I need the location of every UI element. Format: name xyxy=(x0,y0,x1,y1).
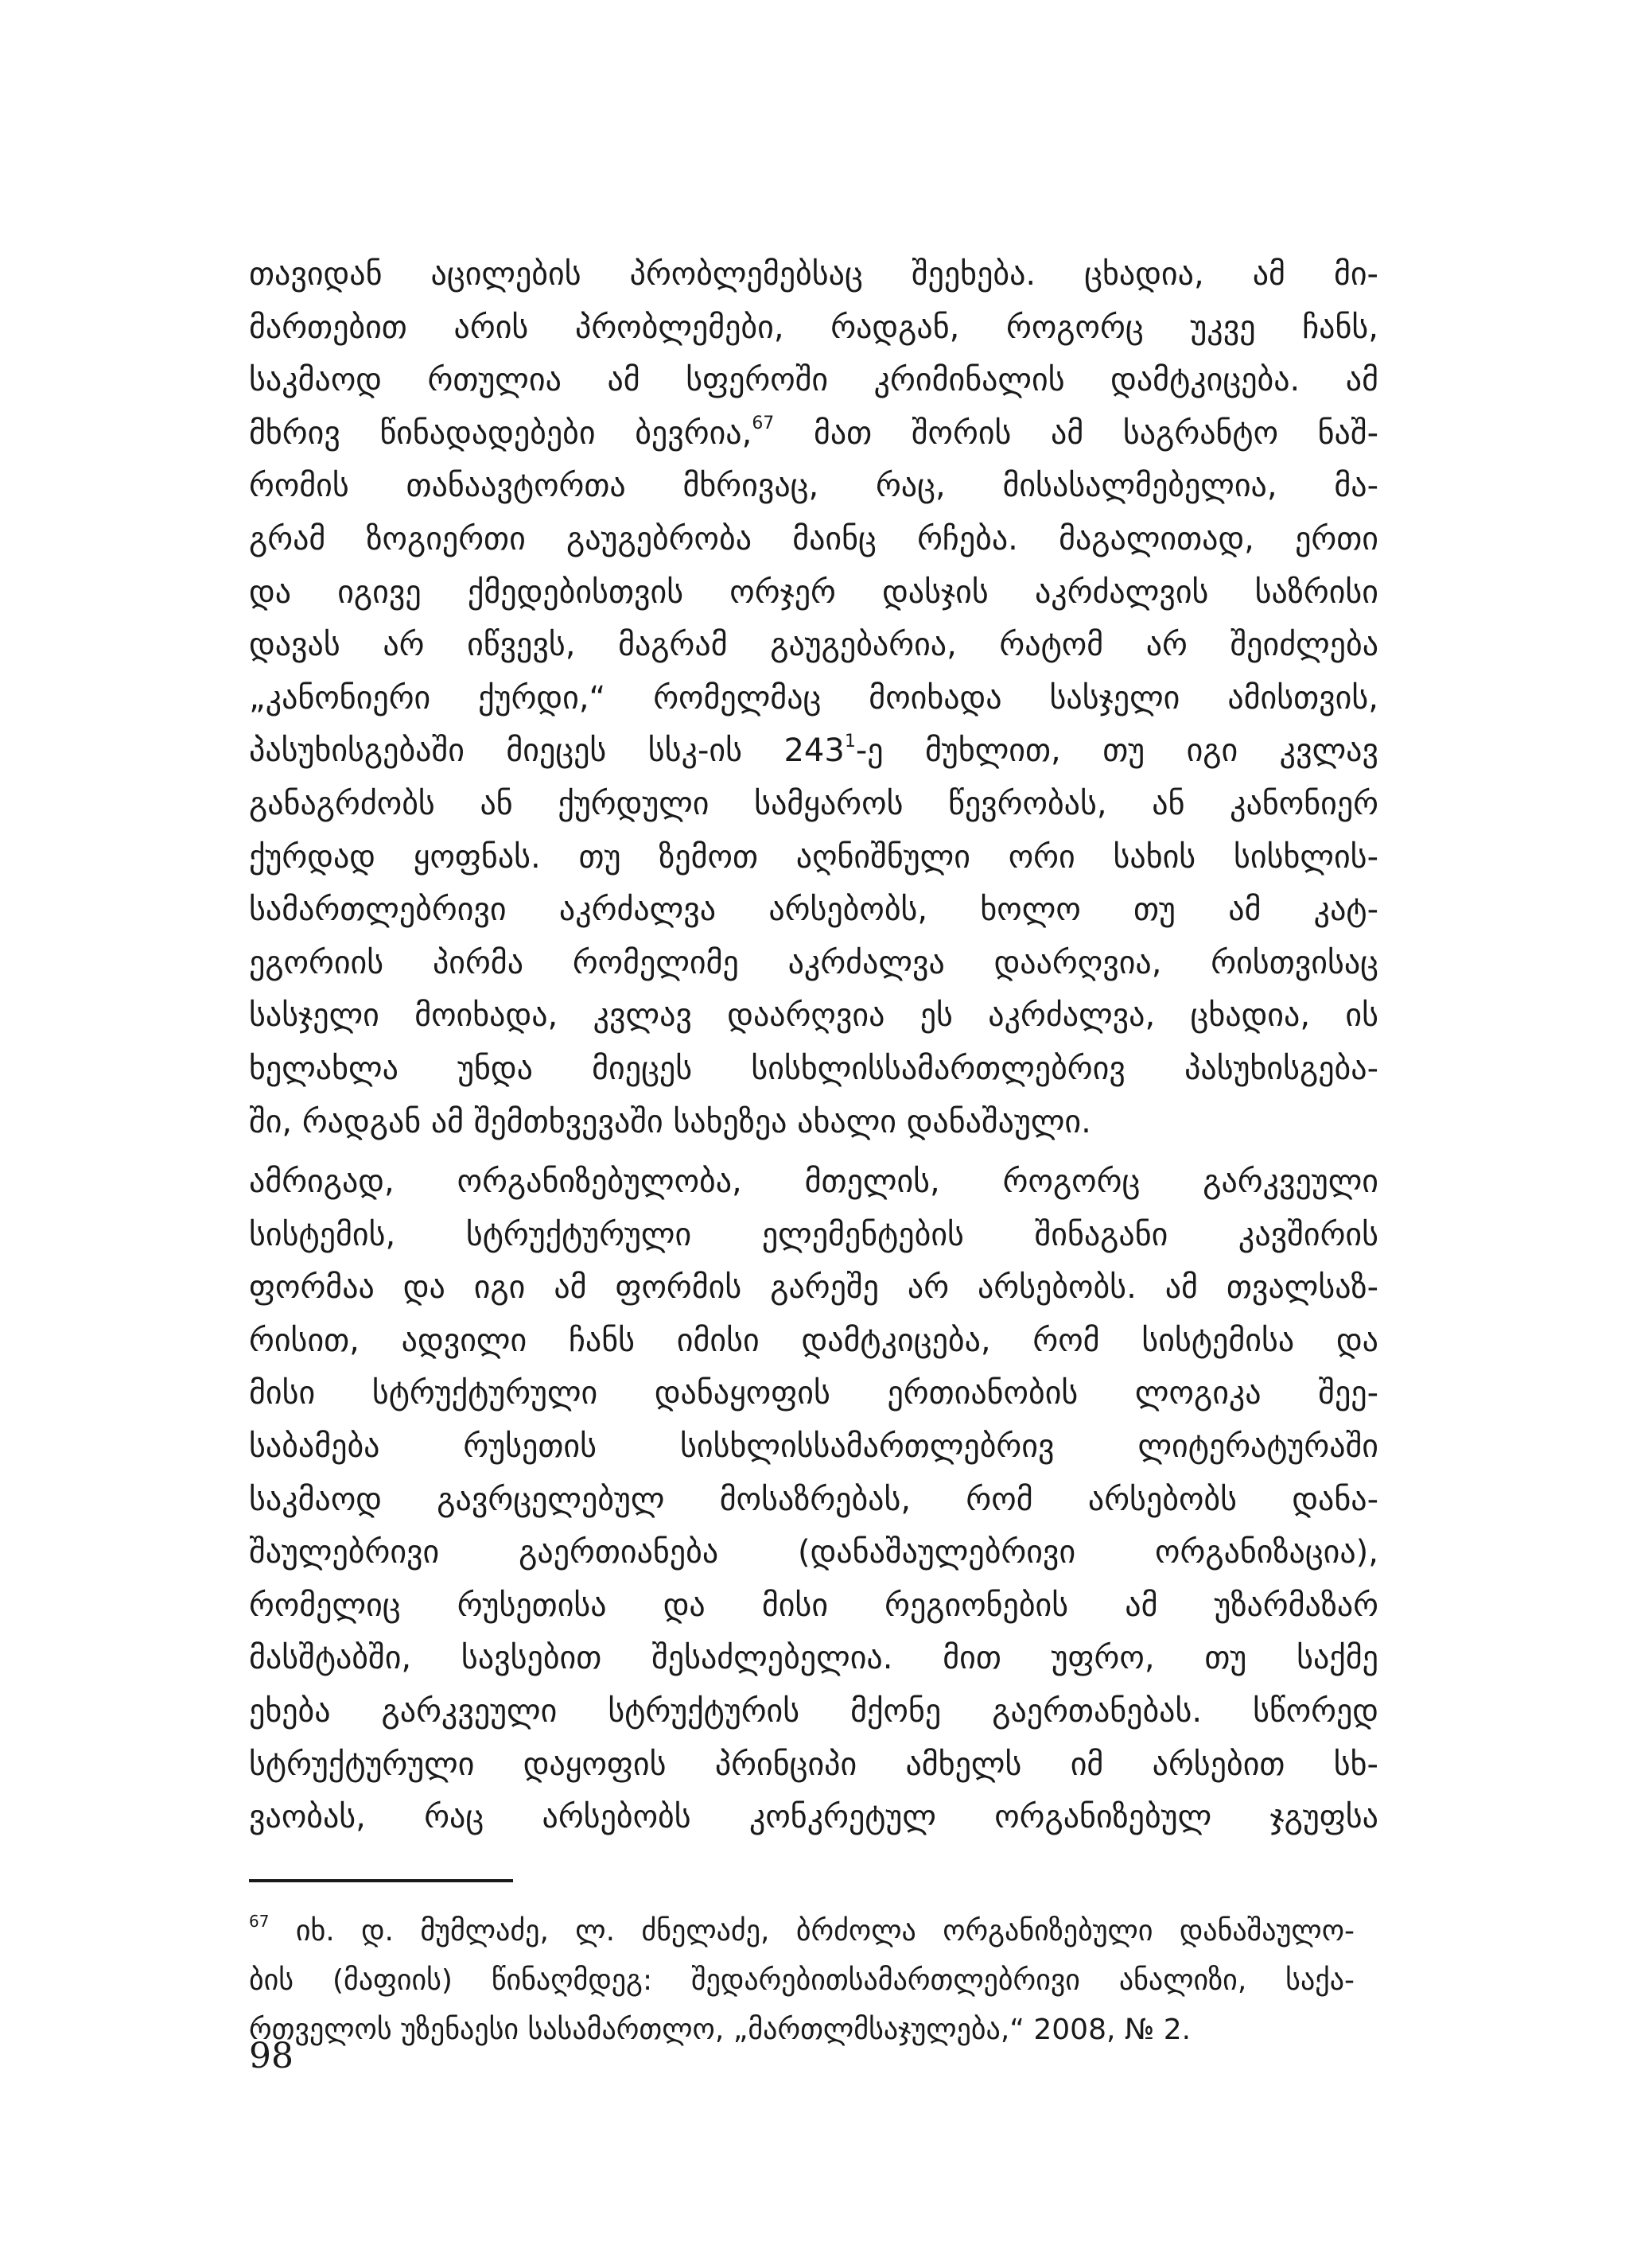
text-line: და იგივე ქმედებისთვის ორჯერ დასჯის აკრძალვის საზრისი xyxy=(249,573,1378,611)
text-line: მისი სტრუქტურული დანაყოფის ერთიანობის ლოგიკა შეე- xyxy=(249,1375,1378,1412)
body-paragraph-2 xyxy=(249,1155,1378,1844)
footnote-line: ბის (მაფიის) წინაღმდეგ: შედარებითსამართლებრივი ანალიზი, საქა- xyxy=(249,1964,1355,1997)
text-line: სტრუქტურული დაყოფის პრინციპი ამხელს იმ არსებით სხ- xyxy=(249,1746,1378,1783)
body-paragraph-1 xyxy=(249,248,1378,1148)
footnote-marker: 67 xyxy=(249,1912,270,1931)
footnote-separator xyxy=(249,1879,513,1882)
text-line: საკმაოდ გავრცელებულ მოსაზრებას, რომ არსებობს დანა- xyxy=(249,1481,1378,1518)
text-line: მართებით არის პრობლემები, რადგან, როგორც უკვე ჩანს, xyxy=(249,309,1378,346)
text-line-with-footnote-ref xyxy=(249,407,1378,460)
text-line: განაგრძობს ან ქურდული სამყაროს წევრობას, ან კანონიერ xyxy=(249,785,1378,822)
text-line: ამრიგად, ორგანიზებულობა, მთელის, როგორც გარკვეული xyxy=(249,1163,1378,1200)
text-line: გრამ ზოგიერთი გაუგებრობა მაინც რჩება. მაგალითად, ერთი xyxy=(249,520,1378,557)
text-line: დავას არ იწვევს, მაგრამ გაუგებარია, რატომ არ შეიძლება xyxy=(249,627,1378,664)
text-line: ქურდად ყოფნას. თუ ზემოთ აღნიშნული ორი სახის სისხლის- xyxy=(249,838,1378,876)
text-segment: მათ შორის ამ საგრანტო ნაშ- xyxy=(774,414,1378,452)
text-line: ვაობას, რაც არსებობს კონკრეტულ ორგანიზებულ ჯგუფსა xyxy=(249,1799,1378,1836)
text-line: რისით, ადვილი ჩანს იმისი დამტკიცება, რომ სისტემისა და xyxy=(249,1322,1378,1359)
text-line: სამართლებრივი აკრძალვა არსებობს, ხოლო თუ ამ კატ- xyxy=(249,891,1378,929)
page-number: 98 xyxy=(249,2036,294,2076)
text-line: რომელიც რუსეთისა და მისი რეგიონების ამ უზარმაზარ xyxy=(249,1586,1378,1624)
text-line: ეხება გარკვეული სტრუქტურის მქონე გაერთანებას. სწორედ xyxy=(249,1692,1378,1730)
text-line: საკმაოდ რთულია ამ სფეროში კრიმინალის დამტკიცება. ამ xyxy=(249,362,1378,399)
text-line: „კანონიერი ქურდი,“ რომელმაც მოიხადა სასჯელი ამისთვის, xyxy=(249,679,1378,717)
text-line: მასშტაბში, სავსებით შესაძლებელია. მით უფრო, თუ საქმე xyxy=(249,1640,1378,1677)
footnote-line xyxy=(249,1907,1355,1956)
text-line: რომის თანაავტორთა მხრივაც, რაც, მისასალმებელია, მა- xyxy=(249,468,1378,505)
text-line: ეგორიის პირმა რომელიმე აკრძალვა დაარღვია, რისთვისაც xyxy=(249,944,1378,981)
text-segment: -ე მუხლით, თუ იგი კვლავ xyxy=(855,732,1378,770)
text-line: სისტემის, სტრუქტურული ელემენტების შინაგანი კავშირის xyxy=(249,1216,1378,1253)
text-segment: იხ. დ. მუმლაძე, ლ. ძნელაძე, ბრძოლა ორგანიზებული დანაშაულო- xyxy=(269,1915,1355,1948)
text-segment: მხრივ წინადადებები ბევრია, xyxy=(249,414,752,452)
text-line: საბამება რუსეთის სისხლისსამართლებრივ ლიტერატურაში xyxy=(249,1427,1378,1465)
text-line: ფორმაა და იგი ამ ფორმის გარეშე არ არსებობს. ამ თვალსაზ- xyxy=(249,1269,1378,1307)
text-line-with-superscript xyxy=(249,724,1378,778)
text-line: ში, რადგან ამ შემთხვევაში სახეზეა ახალი დანაშაული. xyxy=(249,1103,1091,1140)
footnote xyxy=(249,1907,1355,2055)
text-line: შაულებრივი გაერთიანება (დანაშაულებრივი ორგანიზაცია), xyxy=(249,1534,1378,1571)
footnote-reference: 67 xyxy=(752,414,775,434)
text-line: თავიდან აცილების პრობლემებსაც შეეხება. ცხადია, ამ მი- xyxy=(249,256,1378,293)
text-line: ხელახლა უნდა მიეცეს სისხლისსამართლებრივ პასუხისგება- xyxy=(249,1050,1378,1087)
footnote-line: რთველოს უზენაესი სასამართლო, „მართლმსაჯულება,“ 2008, № 2. xyxy=(249,2014,1192,2046)
article-superscript: 1 xyxy=(844,732,856,752)
text-line: სასჯელი მოიხადა, კვლავ დაარღვია ეს აკრძალვა, ცხადია, ის xyxy=(249,997,1378,1035)
text-segment: პასუხისგებაში მიეცეს სსკ-ის 243 xyxy=(249,732,845,770)
